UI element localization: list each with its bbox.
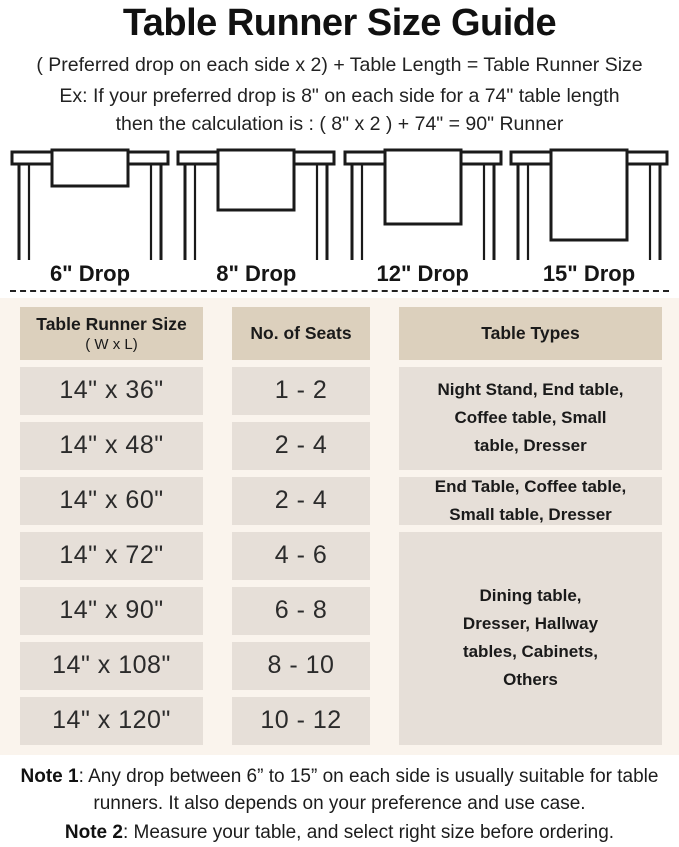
drop-label: 15" Drop xyxy=(542,260,636,286)
dashed-divider xyxy=(10,290,669,292)
table-types-line: Others xyxy=(503,670,558,690)
seats-cell: 10 - 12 xyxy=(232,697,370,745)
table-types-cell xyxy=(399,477,662,525)
table-types-line: Dining table, xyxy=(479,586,582,606)
table-types-line: End Table, Coffee table, xyxy=(434,476,627,496)
table-types-line: Dresser, Hallway xyxy=(462,614,599,634)
notes-section xyxy=(0,755,679,847)
seats-cell: 4 - 6 xyxy=(232,532,370,580)
example-text-1: Ex: If your preferred drop is 8" on each side for a 74" table length xyxy=(59,84,620,107)
seats-cell: 2 - 4 xyxy=(232,477,370,525)
drop-label: 12" Drop xyxy=(376,260,469,286)
example-text-2: then the calculation is : ( 8" x 2 ) + 74" = 90" Runner xyxy=(115,112,564,135)
size-cell: 14" x 108" xyxy=(20,642,203,690)
header-runner-size-label: Table Runner Size xyxy=(36,313,187,334)
page-title: Table Runner Size Guide xyxy=(122,2,557,44)
drop-illustration xyxy=(176,147,336,287)
note-2 xyxy=(2,820,677,847)
table-with-runner-icon xyxy=(343,147,503,260)
table-types-line: Small table, Dresser xyxy=(449,504,612,524)
table-with-runner-icon xyxy=(176,147,336,260)
seats-cell: 6 - 8 xyxy=(232,587,370,635)
note-1 xyxy=(2,764,677,818)
table-types-line: Coffee table, Small xyxy=(454,408,607,428)
drop-illustration xyxy=(509,147,669,287)
table-types-line: table, Dresser xyxy=(474,436,587,456)
size-guide-page xyxy=(0,2,679,843)
drop-illustrations xyxy=(0,141,679,287)
table-types-line: Night Stand, End table, xyxy=(437,380,624,400)
seats-cell: 8 - 10 xyxy=(232,642,370,690)
seats-cell: 2 - 4 xyxy=(232,422,370,470)
seats-cell: 1 - 2 xyxy=(232,367,370,415)
size-cell: 14" x 60" xyxy=(20,477,203,525)
guide-header xyxy=(0,2,679,136)
table-types-line: tables, Cabinets, xyxy=(462,642,599,662)
drop-illustration xyxy=(10,147,170,287)
size-cell: 14" x 48" xyxy=(20,422,203,470)
header-runner-size-sub: ( W x L) xyxy=(85,335,138,353)
formula-text: ( Preferred drop on each side x 2) + Table Length = Table Runner Size xyxy=(36,53,643,76)
note-2-label: Note 2 xyxy=(64,821,123,843)
table-with-runner-icon xyxy=(10,147,170,260)
size-cell: 14" x 36" xyxy=(20,367,203,415)
note-1-text: : Any drop between 6” to 15” on each side is usually suitable for table runners. It also depends on your preference and use case. xyxy=(78,765,659,814)
drop-illustration xyxy=(343,147,503,287)
header-runner-size xyxy=(20,307,203,360)
size-cell: 14" x 72" xyxy=(20,532,203,580)
header-seats: No. of Seats xyxy=(232,307,370,360)
drop-label: 8" Drop xyxy=(216,260,297,286)
table-types-cell xyxy=(399,367,662,470)
note-2-text: : Measure your table, and select right size before ordering. xyxy=(122,821,615,843)
size-cell: 14" x 90" xyxy=(20,587,203,635)
note-1-label: Note 1 xyxy=(20,765,79,787)
table-with-runner-icon xyxy=(509,147,669,260)
table-types-cell xyxy=(399,532,662,745)
size-cell: 14" x 120" xyxy=(20,697,203,745)
size-table xyxy=(0,298,679,755)
header-table-types: Table Types xyxy=(399,307,662,360)
drop-label: 6" Drop xyxy=(49,260,131,286)
